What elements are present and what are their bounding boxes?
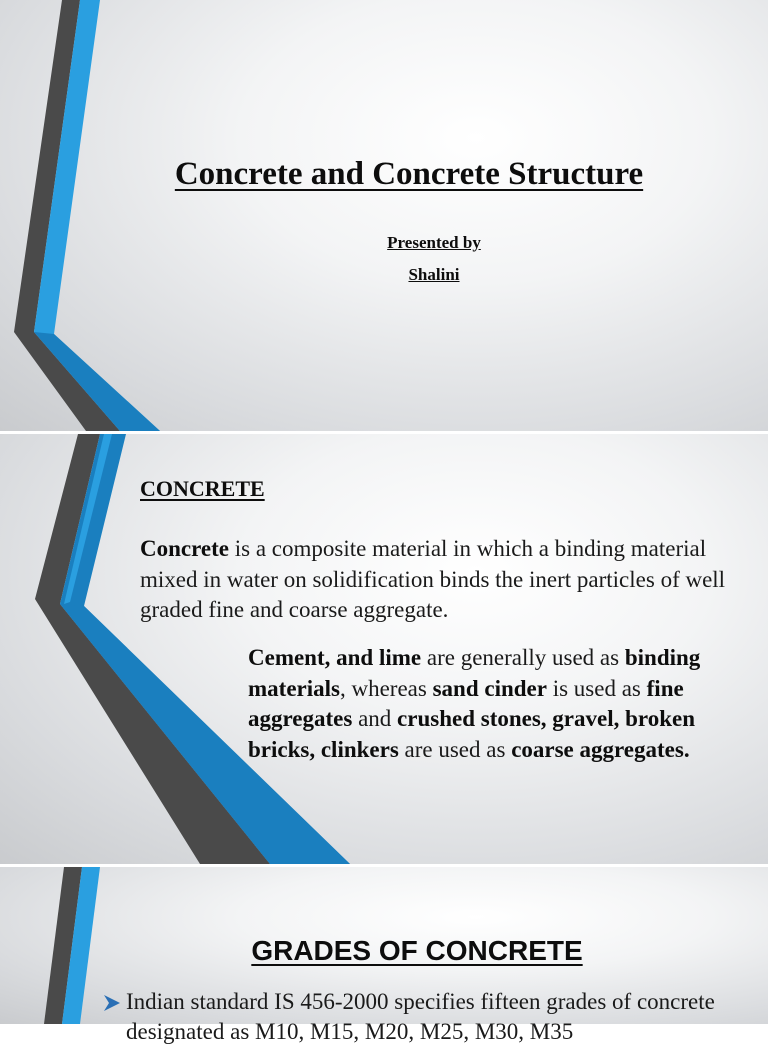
definition-paragraph: Concrete is a composite material in which a binding material mixed in water on solidification binds the inert particles of well graded fine and coarse aggregate.: [140, 536, 726, 622]
author-name: Shalini: [408, 265, 460, 284]
section-heading: CONCRETE: [140, 476, 265, 501]
slide-concrete: [0, 434, 768, 864]
page-title: Concrete and Concrete Structure: [174, 156, 644, 192]
materials-paragraph: Cement, and lime are generally used as binding materials, whereas sand cinder is used as fine aggregates and crushed stones, gravel, broken bricks, clinkers are used as coarse aggregates.: [248, 645, 701, 762]
slide-title: [0, 0, 768, 431]
grades-bullet: Indian standard IS 456-2000 specifies fifteen grades of concrete designated as M10, M15, M20, M25, M30, M35: [126, 989, 715, 1044]
slide-grades: [0, 867, 768, 1044]
grades-heading: GRADES OF CONCRETE: [251, 935, 583, 966]
presented-by-label: Presented by: [387, 233, 481, 252]
decorative-stripes: [0, 0, 180, 431]
